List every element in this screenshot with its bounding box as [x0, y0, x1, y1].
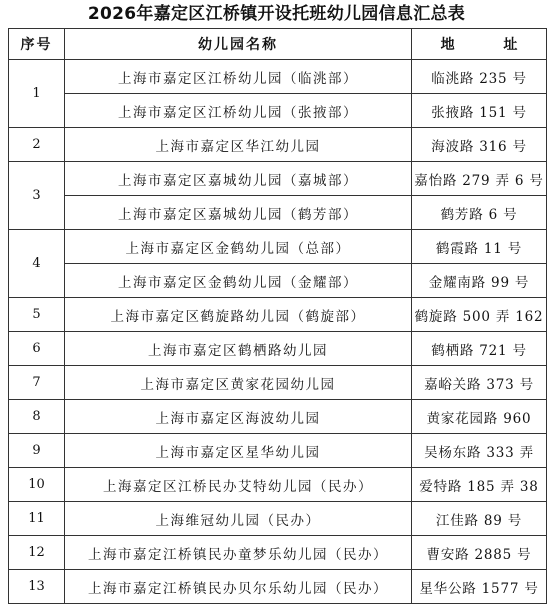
table-row — [9, 60, 547, 94]
kindergarten-name: 上海市嘉定江桥镇民办童梦乐幼儿园（民办） — [65, 536, 412, 570]
row-number: 5 — [9, 298, 65, 332]
kindergarten-address: 张掖路 151 号 — [412, 94, 547, 128]
kindergarten-name: 上海市嘉定区星华幼儿园 — [65, 434, 412, 468]
kindergarten-name: 上海市嘉定区华江幼儿园 — [65, 128, 412, 162]
kindergarten-name: 上海市嘉定区黄家花园幼儿园 — [65, 366, 412, 400]
table-row — [9, 94, 547, 128]
kindergarten-address: 江佳路 89 号 — [412, 502, 547, 536]
table-row — [9, 434, 547, 468]
kindergarten-address: 鹤芳路 6 号 — [412, 196, 547, 230]
kindergarten-address: 鹤栖路 721 号 — [412, 332, 547, 366]
table-row — [9, 128, 547, 162]
kindergarten-name: 上海嘉定区江桥民办艾特幼儿园（民办） — [65, 468, 412, 502]
kindergarten-name: 上海市嘉定区金鹤幼儿园（总部） — [65, 230, 412, 264]
table-row — [9, 196, 547, 230]
row-number: 9 — [9, 434, 65, 468]
kindergarten-address: 爱特路 185 弄 38 — [412, 468, 547, 502]
header-address: 地 址 — [412, 29, 547, 60]
row-number: 2 — [9, 128, 65, 162]
table-row — [9, 502, 547, 536]
kindergarten-address: 嘉峪关路 373 号 — [412, 366, 547, 400]
kindergarten-name: 上海市嘉定区鹤旋路幼儿园（鹤旋部） — [65, 298, 412, 332]
row-number: 6 — [9, 332, 65, 366]
kindergarten-address: 吴杨东路 333 弄 — [412, 434, 547, 468]
kindergarten-name: 上海市嘉定区嘉城幼儿园（鹤芳部） — [65, 196, 412, 230]
table-row — [9, 298, 547, 332]
kindergarten-table — [8, 28, 547, 604]
kindergarten-address: 金耀南路 99 号 — [412, 264, 547, 298]
row-number: 13 — [9, 570, 65, 604]
row-number: 12 — [9, 536, 65, 570]
table-row — [9, 162, 547, 196]
kindergarten-address: 曹安路 2885 号 — [412, 536, 547, 570]
kindergarten-address: 鹤霞路 11 号 — [412, 230, 547, 264]
row-number: 10 — [9, 468, 65, 502]
kindergarten-address: 海波路 316 号 — [412, 128, 547, 162]
row-number: 7 — [9, 366, 65, 400]
kindergarten-address: 嘉怡路 279 弄 6 号 — [412, 162, 547, 196]
kindergarten-address: 鹤旋路 500 弄 162 — [412, 298, 547, 332]
kindergarten-address: 星华公路 1577 号 — [412, 570, 547, 604]
table-header-row — [9, 29, 547, 60]
table-row — [9, 366, 547, 400]
kindergarten-address: 黄家花园路 960 — [412, 400, 547, 434]
table-row — [9, 536, 547, 570]
header-no: 序号 — [9, 29, 65, 60]
row-number: 3 — [9, 162, 65, 230]
kindergarten-name: 上海市嘉定区海波幼儿园 — [65, 400, 412, 434]
row-number: 4 — [9, 230, 65, 298]
kindergarten-name: 上海维冠幼儿园（民办） — [65, 502, 412, 536]
kindergarten-name: 上海市嘉定区鹤栖路幼儿园 — [65, 332, 412, 366]
row-number: 8 — [9, 400, 65, 434]
kindergarten-address: 临洮路 235 号 — [412, 60, 547, 94]
table-row — [9, 230, 547, 264]
kindergarten-name: 上海市嘉定区金鹤幼儿园（金耀部） — [65, 264, 412, 298]
table-row — [9, 400, 547, 434]
row-number: 11 — [9, 502, 65, 536]
kindergarten-name: 上海市嘉定区江桥幼儿园（临洮部） — [65, 60, 412, 94]
table-row — [9, 264, 547, 298]
table-row — [9, 332, 547, 366]
header-name: 幼儿园名称 — [65, 29, 412, 60]
kindergarten-name: 上海市嘉定区江桥幼儿园（张掖部） — [65, 94, 412, 128]
row-number: 1 — [9, 60, 65, 128]
table-row — [9, 468, 547, 502]
table-row — [9, 570, 547, 604]
document-title: 2026年嘉定区江桥镇开设托班幼儿园信息汇总表 — [87, 4, 466, 24]
kindergarten-name: 上海市嘉定区嘉城幼儿园（嘉城部） — [65, 162, 412, 196]
kindergarten-name: 上海市嘉定江桥镇民办贝尔乐幼儿园（民办） — [65, 570, 412, 604]
